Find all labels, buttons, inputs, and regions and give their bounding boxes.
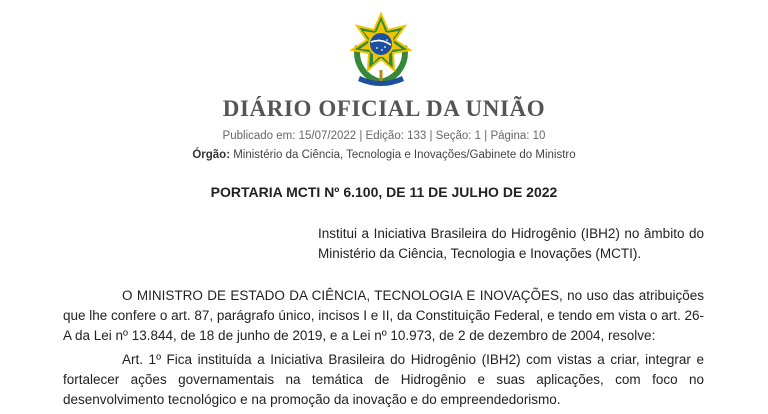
portaria-title: PORTARIA MCTI Nº 6.100, DE 11 DE JULHO DE 2022	[210, 184, 558, 200]
organ-label: Órgão:	[192, 149, 231, 161]
article-1-paragraph: Art. 1º Fica instituída a Iniciativa Brasileira do Hidrogênio (IBH2) com vistas a criar, integrar e fortalecer ações governamentais na temática de Hidrogênio e suas aplicações, com foco no desenvolvimento tecnológico e na promoção da inovação e do empreendedorismo.	[63, 352, 704, 407]
preamble-paragraph: O MINISTRO DE ESTADO DA CIÊNCIA, TECNOLOGIA E INOVAÇÕES, no uso das atribuições que lhe confere o art. 87, parágrafo único, incisos I e II, da Constituição Federal, e tendo em vista o art. 26-A da Lei nº 13.844, de 18 de junho de 2019, e a Lei nº 10.973, de 2 de dezembro de 2004, resolve:	[63, 288, 704, 343]
issuing-organ	[0, 149, 768, 161]
publication-info: Publicado em: 15/07/2022 | Edição: 133 | Seção: 1 | Página: 10	[222, 130, 546, 142]
organ-value: Ministério da Ciência, Tecnologia e Inovações/Gabinete do Ministro	[230, 149, 576, 161]
ementa: Institui a Iniciativa Brasileira do Hidrogênio (IBH2) no âmbito do Ministério da Ciência, Tecnologia e Inovações (MCTI).	[318, 226, 704, 261]
gazette-title: DIÁRIO OFICIAL DA UNIÃO	[222, 96, 546, 121]
brazil-coat-of-arms-icon	[344, 12, 418, 90]
